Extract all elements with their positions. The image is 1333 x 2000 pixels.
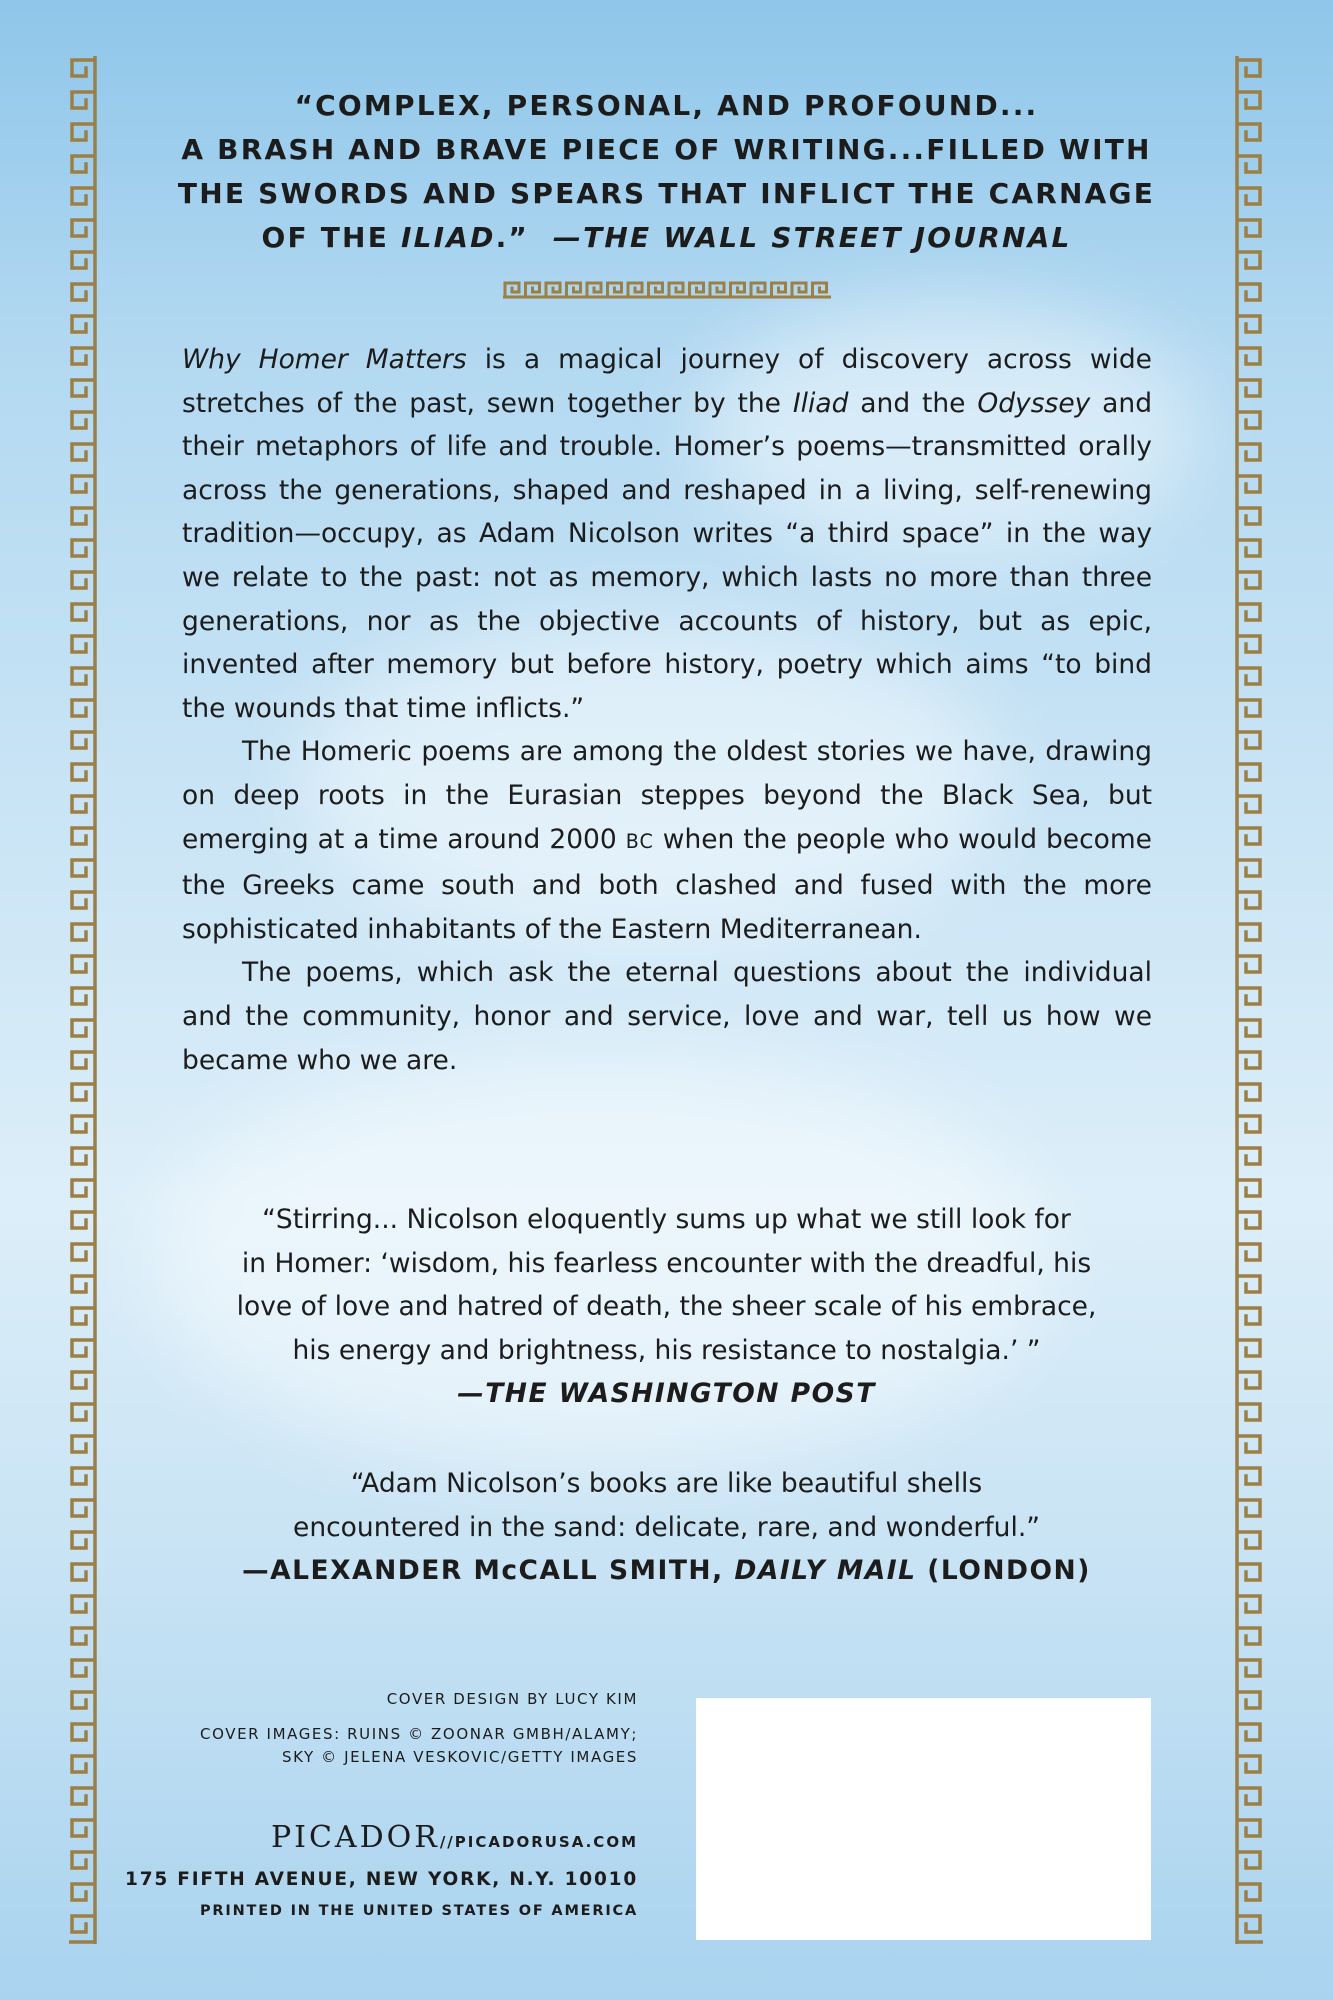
top-quote-line <box>150 216 1183 260</box>
barcode-area <box>696 1698 1151 1940</box>
publisher-block <box>125 1818 638 1924</box>
paragraph-text: is a magical journey of discovery across wide stretches of the past, sewn together by the <box>182 344 1152 419</box>
top-pull-quote <box>150 84 1183 260</box>
quote-attribution <box>150 1549 1183 1593</box>
daily-mail-title: DAILY MAIL <box>734 1555 917 1586</box>
paragraph-text: The Homeric poems are among the oldest stories we have, drawing on deep roots in the Eurasian steppes beyond the Black Sea, but emerging at a time around 2000 <box>182 736 1152 855</box>
odyssey-title: Odyssey <box>977 387 1091 419</box>
quote-line: his energy and brightness, his resistance to nostalgia.’ ” <box>292 1334 1041 1366</box>
top-quote-text: .” <box>495 221 553 254</box>
top-quote-text: OF THE <box>261 221 401 254</box>
separator: // <box>439 1833 455 1851</box>
quote-line: “Adam Nicolson’s books are like beautiful shells <box>350 1468 983 1499</box>
quote-attribution: —THE WASHINGTON POST <box>457 1378 876 1409</box>
description-paragraph: The poems, which ask the eternal questions about the individual and the community, honor and service, love and war, tell us how we became who we are. <box>182 957 1152 1076</box>
image-credit: COVER IMAGES: RUINS © ZOONAR GMBH/ALAMY; <box>200 1725 638 1743</box>
publisher-line <box>125 1818 638 1862</box>
right-greek-key-border <box>1234 56 1266 1944</box>
paragraph-text: and their metaphors of life and trouble. Homer’s poems—transmitted orally across the generations, shaped and reshaped in a living, self-renewing tradition—occupy, as Adam Nicolson writes “a third space” in the way we relate to the past: not as memory, which lasts no more than three generations, nor as the objective accounts of history, but as epic, invented after memory but before history, poetry which aims “to bind the wounds that time inflicts.” <box>182 387 1153 724</box>
description-paragraph <box>182 338 1152 730</box>
quote-line: encountered in the sand: delicate, rare, and wonderful.” <box>293 1511 1040 1543</box>
description-paragraph <box>182 730 1152 951</box>
greek-key-divider <box>503 280 831 304</box>
publisher-url: PICADORUSA.COM <box>454 1833 638 1851</box>
washington-post-quote <box>150 1198 1183 1416</box>
era-abbrev: BC <box>625 830 654 853</box>
paragraph-text: and the <box>848 387 978 419</box>
quote-line: “Stirring... Nicolson eloquently sums up what we still look for <box>262 1204 1071 1235</box>
top-quote-line: THE SWORDS AND SPEARS THAT INFLICT THE CARNAGE <box>177 177 1156 210</box>
quote-line: love of love and hatred of death, the sheer scale of his embrace, <box>236 1291 1097 1322</box>
quote-line: in Homer: ‘wisdom, his fearless encounter with the dreadful, his <box>241 1247 1092 1279</box>
iliad-title: ILIAD <box>400 221 496 254</box>
book-title: Why Homer Matters <box>182 344 467 375</box>
attribution-text: (LONDON) <box>916 1555 1091 1586</box>
attribution-text: —ALEXANDER McCALL SMITH, <box>242 1555 735 1586</box>
image-credit: SKY © JELENA VESKOVIC/GETTY IMAGES <box>281 1748 638 1766</box>
wsj-attribution: —THE WALL STREET JOURNAL <box>552 221 1072 254</box>
design-credit: COVER DESIGN BY LUCY KIM <box>386 1690 638 1708</box>
paragraph-text: when the people who would become the Greeks came south and both clashed and fused with the more sophisticated inhabitants of the Eastern Mediterranean. <box>182 823 1152 945</box>
publisher-address: 175 FIFTH AVENUE, NEW YORK, N.Y. 10010 <box>125 1869 638 1890</box>
printed-in: PRINTED IN THE UNITED STATES OF AMERICA <box>200 1903 638 1919</box>
cover-credits <box>200 1688 638 1769</box>
top-quote-line: “COMPLEX, PERSONAL, AND PROFOUND... <box>294 89 1039 122</box>
iliad-title: Iliad <box>792 387 849 419</box>
picador-logo: PICADOR <box>270 1820 440 1855</box>
top-quote-line: A BRASH AND BRAVE PIECE OF WRITING...FILLED WITH <box>181 133 1152 166</box>
left-greek-key-border <box>66 56 98 1944</box>
daily-mail-quote <box>150 1462 1183 1593</box>
description-body <box>182 338 1152 1082</box>
